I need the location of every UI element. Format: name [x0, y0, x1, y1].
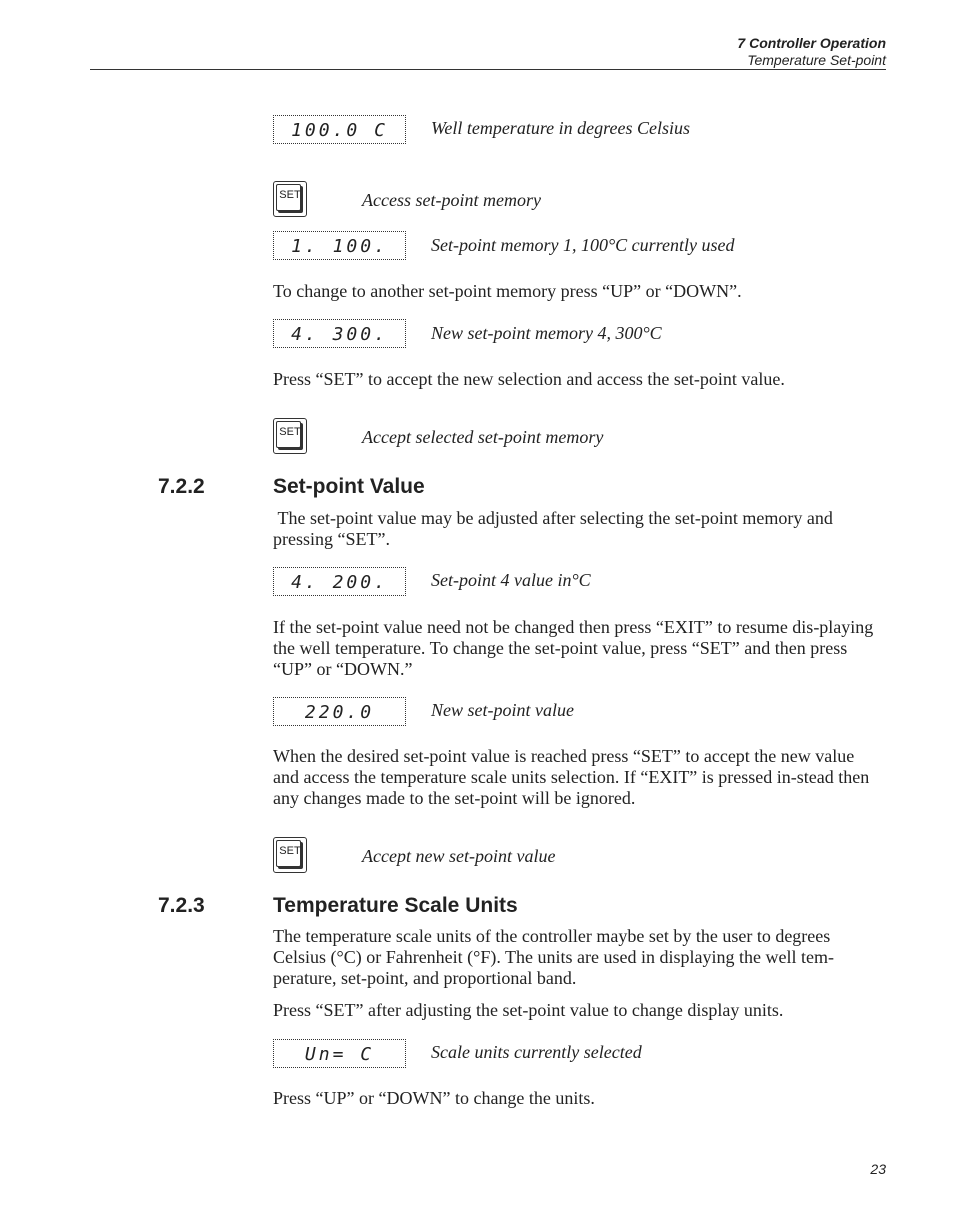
display-caption: Set-point memory 1, 100°C currently used: [431, 235, 735, 255]
body-paragraph: To change to another set-point memory press “UP” or “DOWN”.: [273, 281, 742, 301]
set-key: [273, 418, 307, 454]
section-number: 7.2.2: [158, 475, 205, 498]
body-paragraph: The temperature scale units of the controller maybe set by the user to degrees Celsius (°C) or Fahrenheit (°F). The units are used in displaying the well tem-perature, set-point, and proportional band.: [273, 926, 834, 988]
display-caption: Well temperature in degrees Celsius: [431, 118, 690, 138]
lcd-readout: 4. 300.: [291, 324, 388, 345]
lcd-readout: Un= C: [304, 1044, 375, 1065]
section-number: 7.2.3: [158, 894, 205, 917]
running-header: [737, 35, 886, 69]
lcd-display: [273, 567, 406, 596]
lcd-readout: 4. 200.: [291, 572, 388, 593]
section-title: Set-point Value: [273, 475, 425, 498]
set-key: [273, 837, 307, 873]
key-caption: Accept selected set-point memory: [362, 427, 604, 447]
key-label: SET: [279, 189, 301, 201]
lcd-display: [273, 231, 406, 260]
header-section: Temperature Set-point: [747, 52, 886, 68]
body-paragraph: When the desired set-point value is reached press “SET” to accept the new value and access the temperature scale units selection. If “EXIT” is pressed in-stead then any changes made to the set-point will be ignored.: [273, 746, 870, 808]
lcd-readout: 100.0 C: [291, 120, 388, 141]
section-title: Temperature Scale Units: [273, 894, 518, 917]
lcd-readout: 220.0: [304, 702, 375, 723]
key-label: SET: [279, 845, 301, 857]
body-paragraph: Press “SET” after adjusting the set-point value to change display units.: [273, 1000, 784, 1020]
key-label: SET: [279, 426, 301, 438]
body-paragraph: If the set-point value need not be changed then press “EXIT” to resume dis-playing the well temperature. To change the set-point value, press “SET” and then press “UP” or “DOWN.”: [273, 617, 874, 679]
lcd-display: [273, 319, 406, 348]
lcd-display: [273, 1039, 406, 1068]
lcd-display: [273, 697, 406, 726]
lcd-readout: 1. 100.: [291, 236, 388, 257]
lcd-display: [273, 115, 406, 144]
display-caption: Set-point 4 value in°C: [431, 570, 591, 590]
body-paragraph: The set-point value may be adjusted after selecting the set-point memory and pressing “SET”.: [273, 508, 838, 549]
header-rule: [90, 69, 886, 70]
key-caption: Access set-point memory: [362, 190, 541, 210]
body-paragraph: Press “SET” to accept the new selection and access the set-point value.: [273, 369, 785, 389]
body-paragraph: Press “UP” or “DOWN” to change the units.: [273, 1088, 595, 1108]
key-caption: Accept new set-point value: [362, 846, 556, 866]
display-caption: New set-point value: [431, 700, 574, 720]
display-caption: Scale units currently selected: [431, 1042, 642, 1062]
set-key: [273, 181, 307, 217]
display-caption: New set-point memory 4, 300°C: [431, 323, 662, 343]
header-chapter: 7 Controller Operation: [737, 35, 886, 51]
page-number: 23: [870, 1161, 886, 1177]
